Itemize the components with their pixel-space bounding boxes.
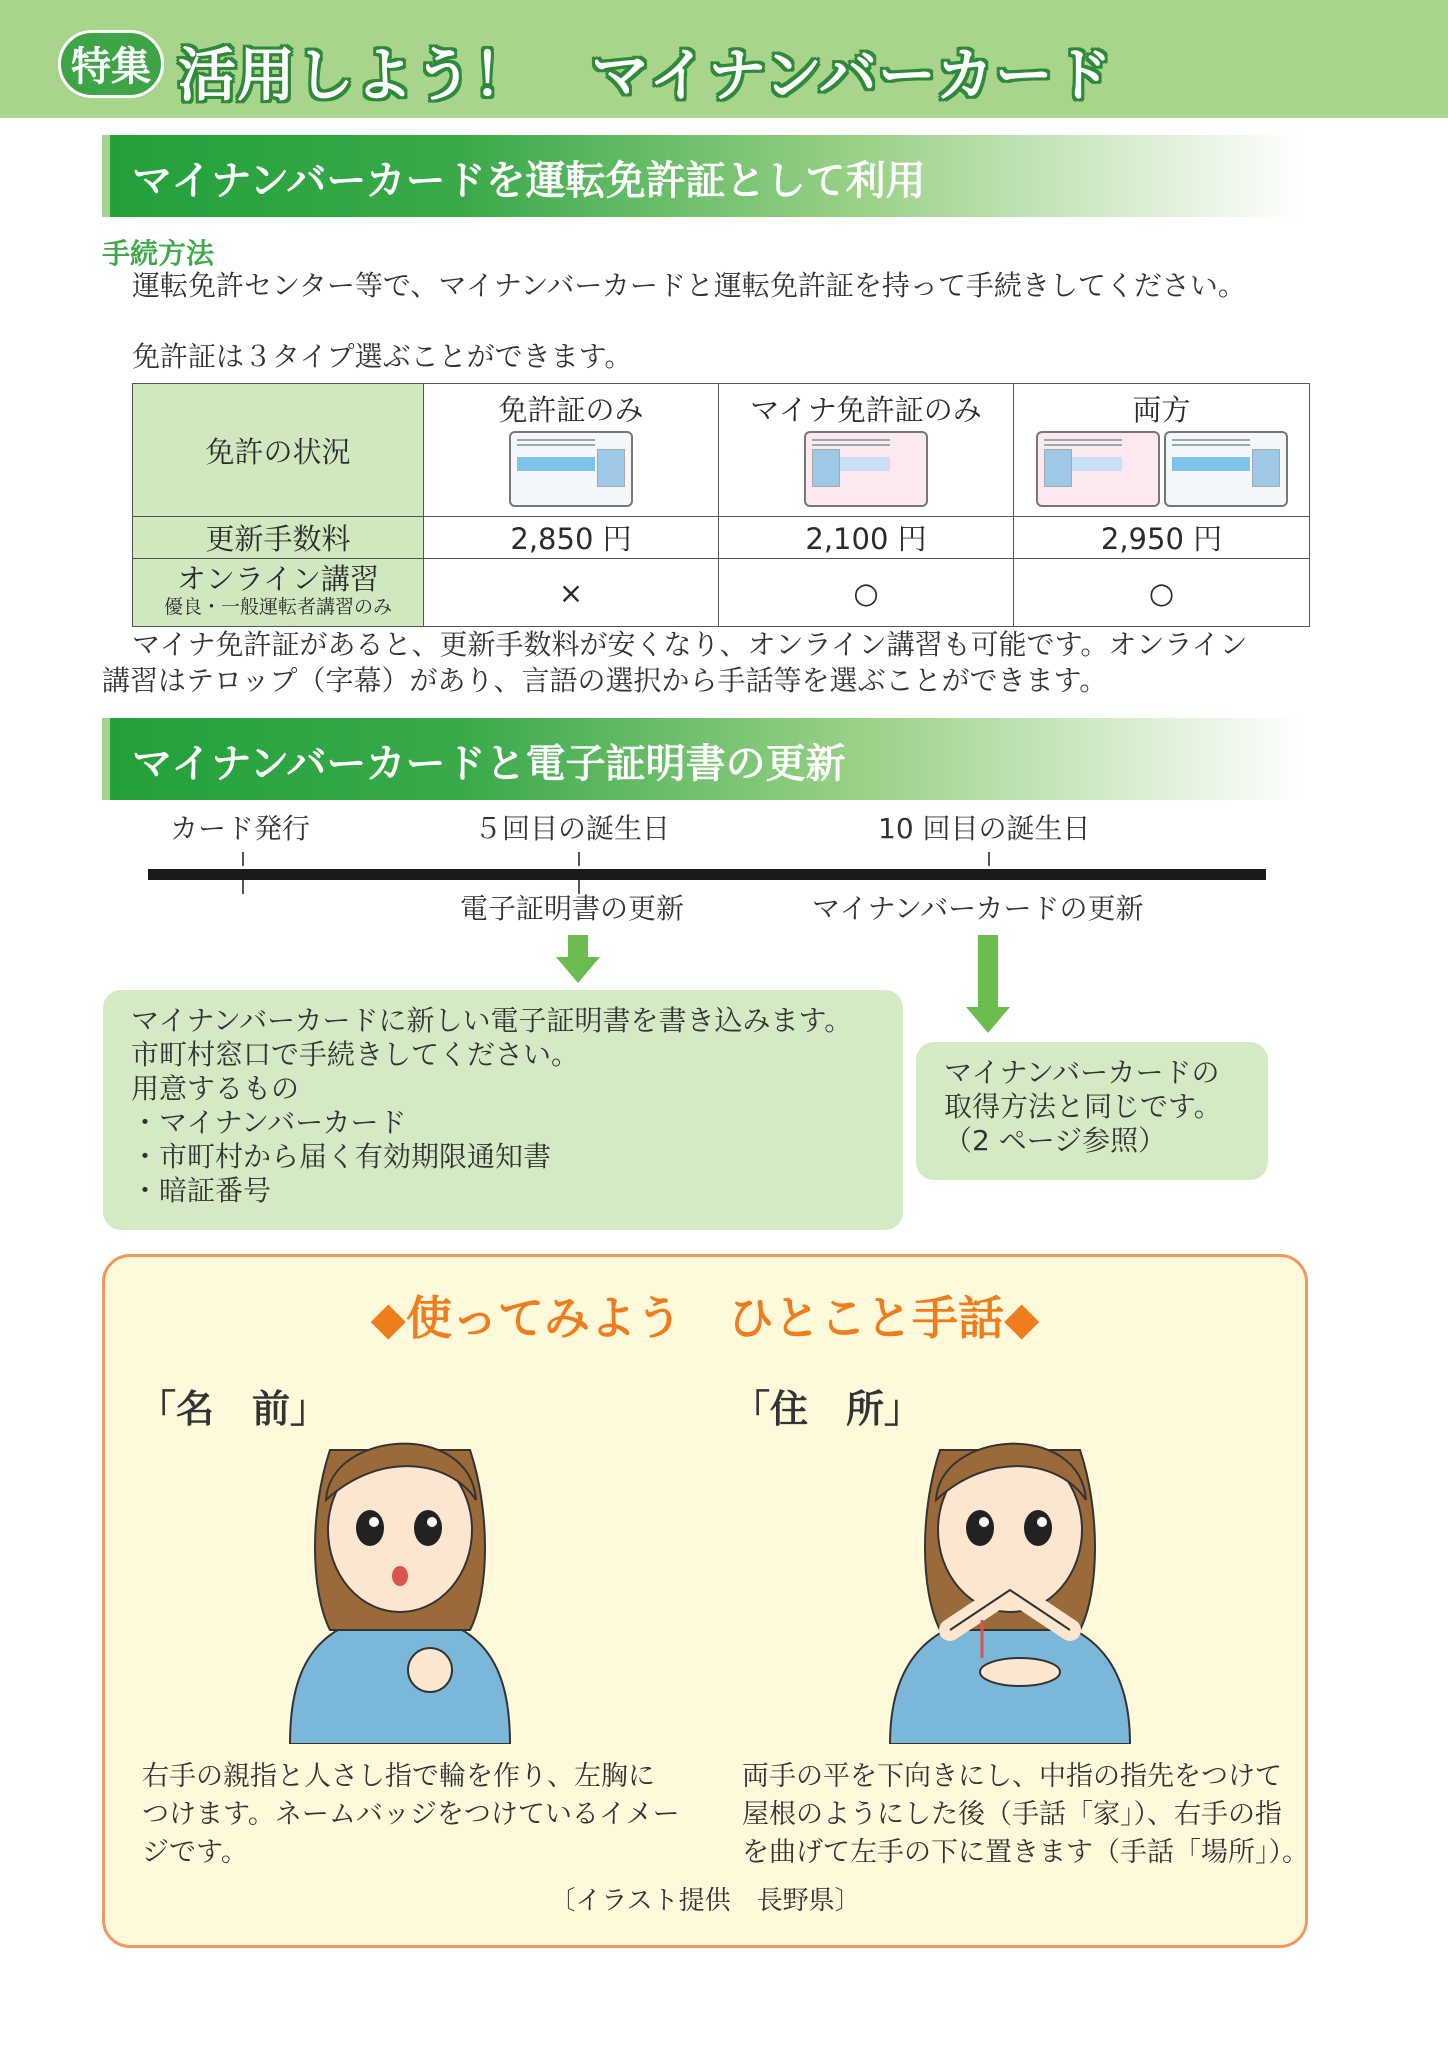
timeline-tick (988, 852, 990, 866)
sign-word-name: 「名 前」 (138, 1387, 329, 1431)
event-cert-renewal: 電子証明書の更新 (460, 892, 685, 925)
cert-box-line: 用意するもの (131, 1072, 300, 1105)
table-cell-fee: 2,950 円 (1014, 517, 1310, 559)
license-type-table (132, 383, 1310, 627)
table-row (133, 384, 1310, 517)
timeline-tick (578, 852, 580, 866)
timeline-bar (148, 869, 1266, 880)
arrow-down-icon (968, 935, 998, 1035)
section-heading-license-text: マイナンバーカードを運転免許証として利用 (132, 158, 926, 204)
sign-word-address: 「住 所」 (732, 1387, 923, 1431)
table-row (133, 559, 1310, 627)
cert-box-line: ・マイナンバーカード (131, 1106, 407, 1139)
table-cell-fee: 2,100 円 (719, 517, 1014, 559)
cert-box-line: 市町村窓口で手続きしてください。 (131, 1038, 580, 1071)
myna-license-card-icon (1036, 431, 1160, 507)
table-col-myna-only (719, 384, 1014, 517)
arrow-down-icon (558, 935, 588, 985)
table-cell-online: ○ (1014, 559, 1310, 627)
card-box-line: 取得方法と同じです。 (944, 1090, 1222, 1123)
myna-license-card-icon (804, 431, 928, 507)
cert-box-line: ・暗証番号 (131, 1174, 272, 1207)
cert-box-line: ・市町村から届く有効期限通知書 (131, 1140, 552, 1173)
card-box-line: （2 ページ参照） (944, 1124, 1167, 1157)
types-intro: 免許証は３タイプ選ぶことができます。 (132, 340, 633, 373)
col-label: 両方 (1132, 393, 1191, 427)
procedure-title: 手続方法 (102, 237, 215, 270)
license-card-icon (1164, 431, 1288, 507)
timeline-tick (242, 880, 244, 894)
table-col-both (1014, 384, 1310, 517)
card-renewal-box (916, 1042, 1268, 1180)
illustration-credit: 〔イラスト提供 長野県〕 (549, 1886, 861, 1916)
col-label: マイナ免許証のみ (750, 393, 982, 427)
license-card-icon (509, 431, 633, 507)
table-header-online (133, 559, 424, 627)
table-header-fee: 更新手数料 (133, 517, 424, 559)
online-label: オンライン講習 (176, 561, 380, 596)
col-label: 免許証のみ (498, 393, 644, 427)
desc-line: つけます。ネームバッジをつけているイメー (142, 1799, 680, 1830)
sign-address-description (742, 1758, 1309, 1872)
desc-line: 右手の親指と人さし指で輪を作り、左胸に (142, 1761, 655, 1792)
feature-badge: 特集 (58, 30, 164, 98)
desc-line: ジです。 (142, 1837, 248, 1868)
cert-renewal-box (103, 990, 903, 1230)
desc-line: を曲げて左手の下に置きます（手話「場所」）。 (742, 1837, 1309, 1868)
section-heading-license (102, 135, 1302, 217)
timeline-label-5th: ５回目の誕生日 (474, 812, 671, 845)
event-card-renewal: マイナンバーカードの更新 (812, 892, 1144, 925)
page-title: 活用しよう！ マイナンバーカード (178, 41, 1113, 109)
note-line-1: マイナ免許証があると、更新手数料が安くなり、オンライン講習も可能です。オンライン (132, 628, 1248, 661)
section-heading-renewal-text: マイナンバーカードと電子証明書の更新 (132, 741, 846, 787)
sign-language-title: ◆使ってみよう ひとこと手話◆ (370, 1291, 1040, 1345)
table-col-license-only (424, 384, 719, 517)
table-cell-online: × (424, 559, 719, 627)
section-heading-renewal (102, 718, 1302, 800)
note-line-2: 講習はテロップ（字幕）があり、言語の選択から手話等を選ぶことができます。 (102, 664, 1108, 697)
cert-box-line: マイナンバーカードに新しい電子証明書を書き込みます。 (131, 1004, 853, 1037)
desc-line: 両手の平を下向きにし、中指の指先をつけて (742, 1761, 1282, 1792)
timeline-label-issue: カード発行 (170, 812, 311, 845)
table-cell-fee: 2,850 円 (424, 517, 719, 559)
table-row (133, 517, 1310, 559)
table-header-status: 免許の状況 (133, 384, 424, 517)
procedure-text: 運転免許センター等で、マイナンバーカードと運転免許証を持って手続きしてください。 (132, 269, 1246, 302)
desc-line: 屋根のようにした後（手話「家」）、右手の指 (742, 1799, 1282, 1830)
sign-address-illustration (870, 1390, 1150, 1744)
timeline-tick (242, 852, 244, 866)
sign-name-description (142, 1758, 680, 1872)
timeline-label-10th: 10 回目の誕生日 (878, 812, 1091, 845)
sign-name-illustration (270, 1390, 530, 1744)
card-box-line: マイナンバーカードの (944, 1056, 1220, 1089)
table-cell-online: ○ (719, 559, 1014, 627)
online-note: 優良・一般運転者講習のみ (163, 595, 392, 618)
